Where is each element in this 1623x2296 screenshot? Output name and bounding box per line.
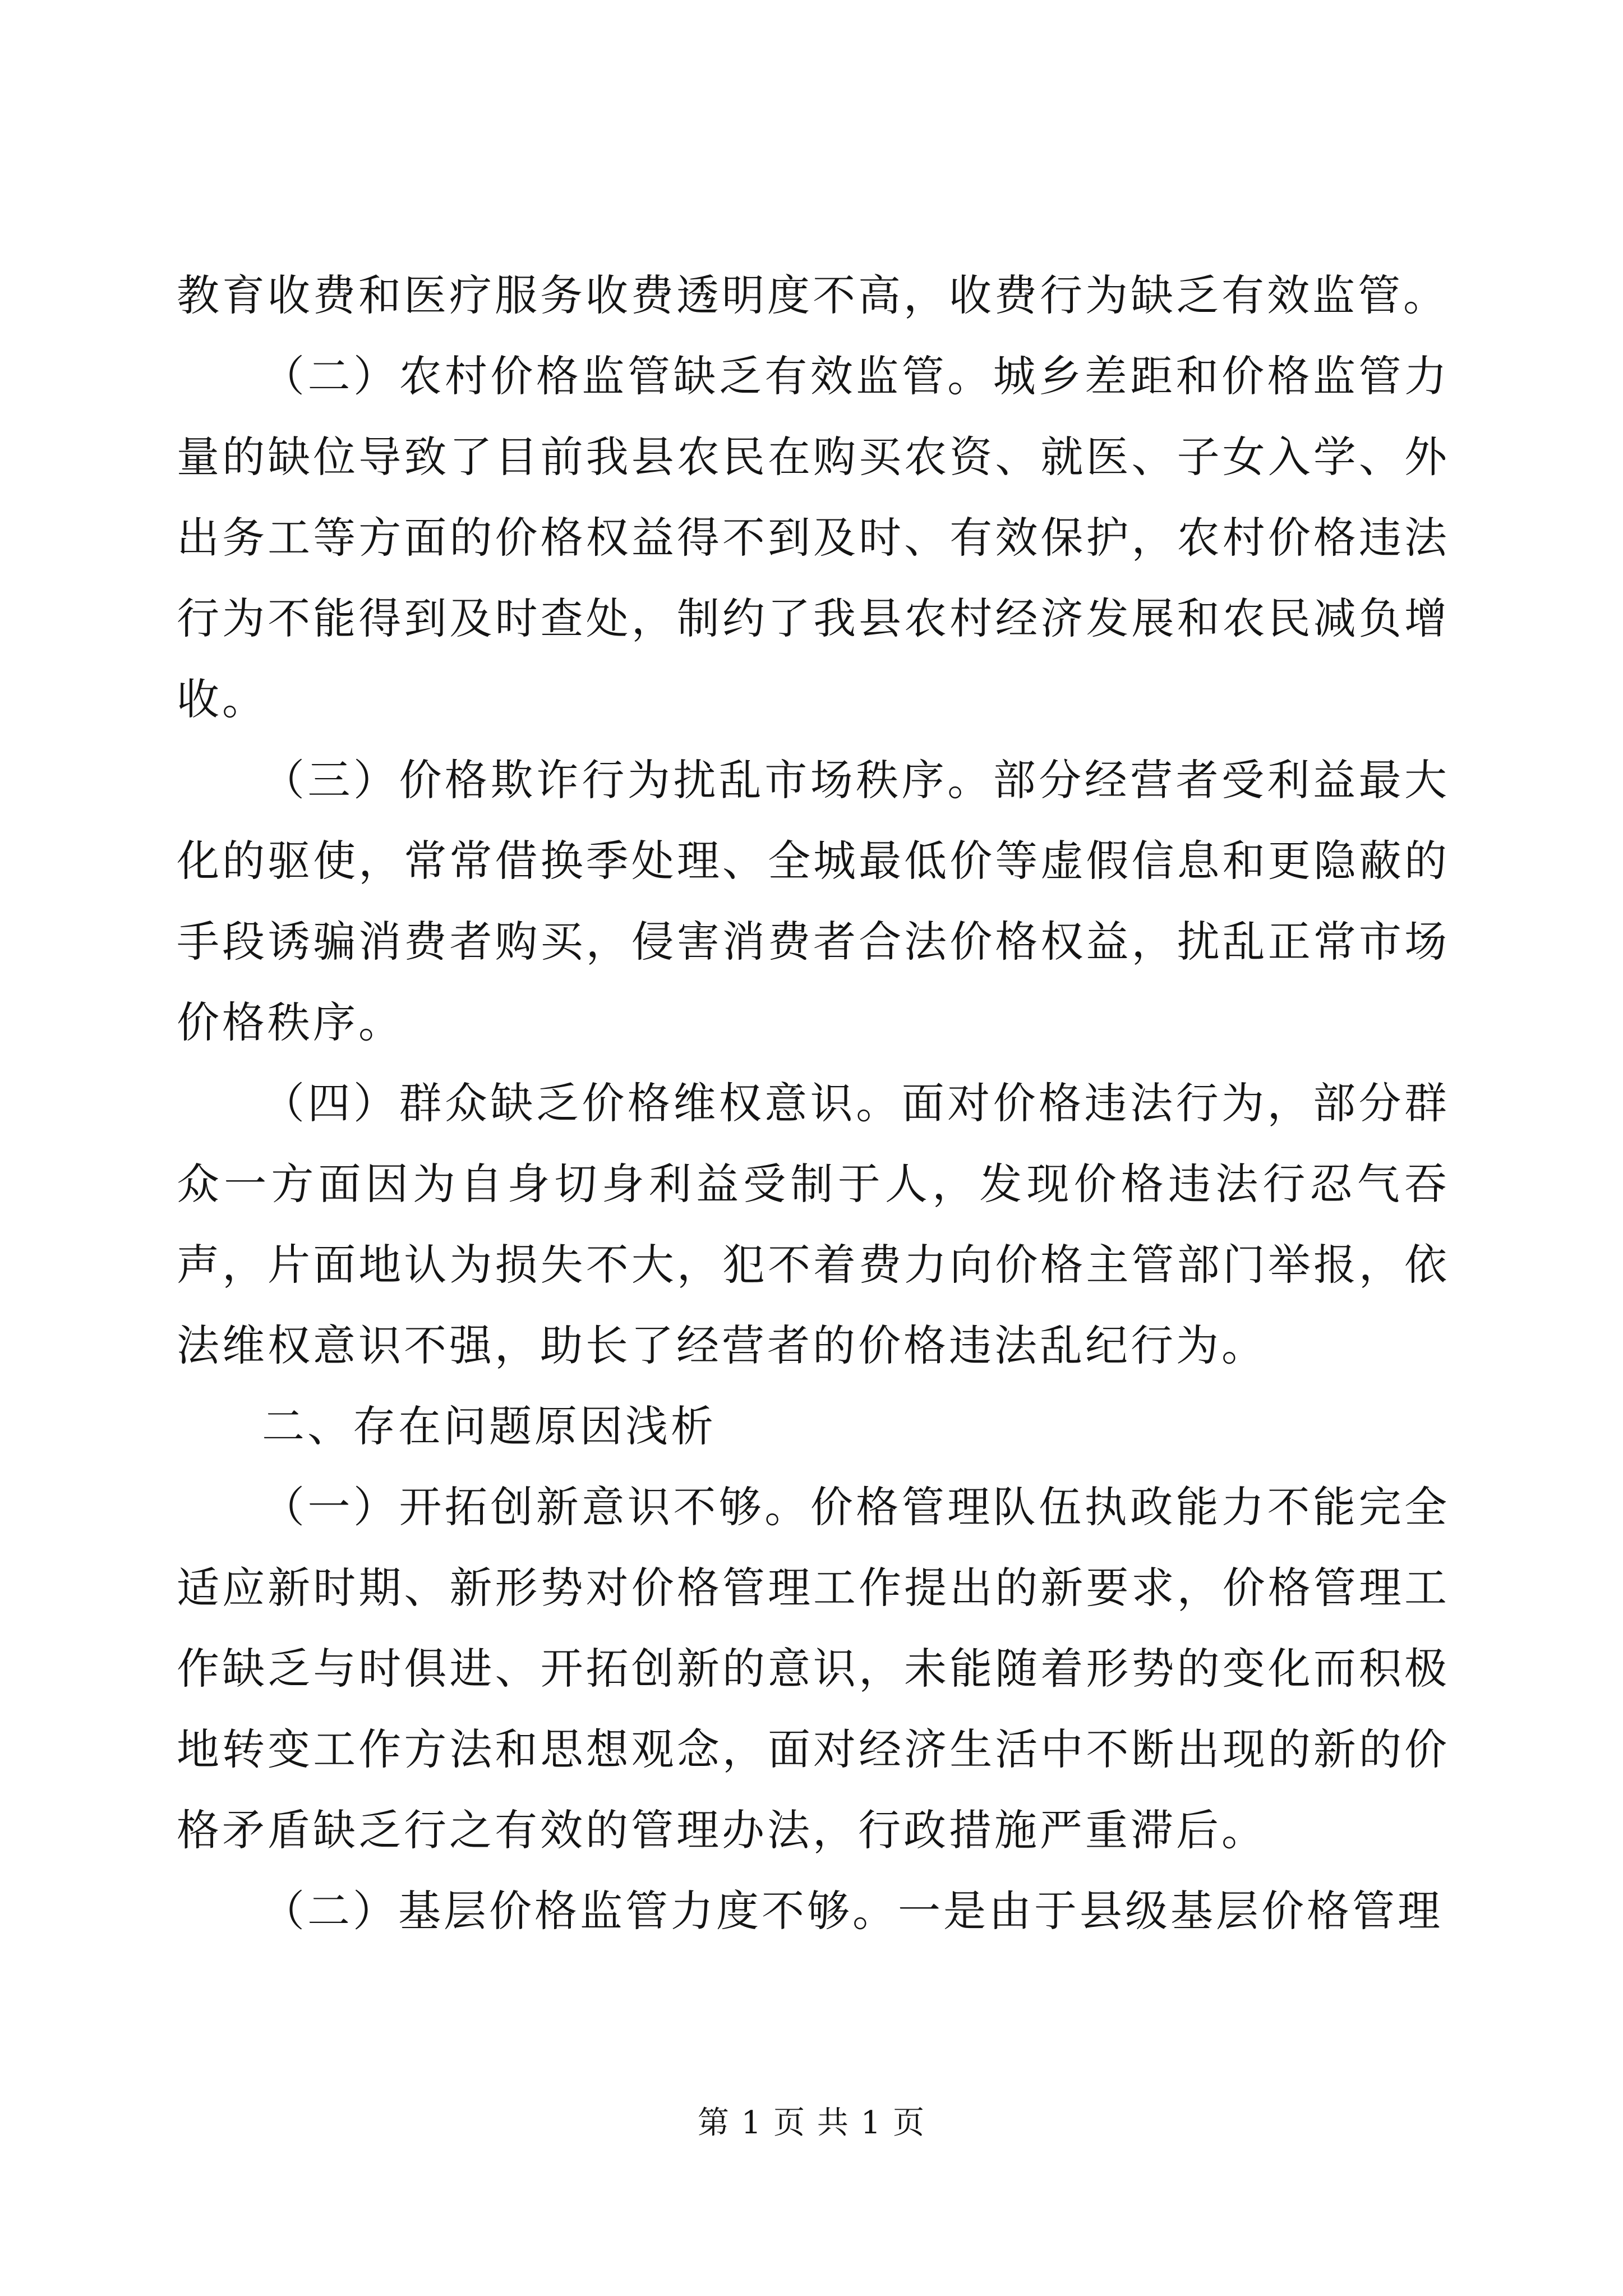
paragraph-2: （二）农村价格监管缺乏有效监管。城乡差距和价格监管力量的缺位导致了目前我县农民在购买农资、就医、子女入学、外出务工等方面的价格权益得不到及时、有效保护，农村价格违法行为不能得到及时查处，制约了我县农村经济发展和农民减负增收。 (177, 351, 1450, 724)
paragraph-5: （一）开拓创新意识不够。价格管理队伍执政能力不能完全适应新时期、新形势对价格管理工作提出的新要求，价格管理工作缺乏与时俱进、开拓创新的意识，未能随着形势的变化而积极地转变工作方法和思想观念，面对经济生活中不断出现的新的价格矛盾缺乏行之有效的管理办法，行政措施严重滞后。 (177, 1482, 1450, 1855)
paragraph-3: （三）价格欺诈行为扰乱市场秩序。部分经营者受利益最大化的驱使，常常借换季处理、全城最低价等虚假信息和更隐蔽的手段诱骗消费者购买，侵害消费者合法价格权益，扰乱正常市场价格秩序。 (177, 755, 1450, 1047)
paragraph-6: （二）基层价格监管力度不够。一是由于县级基层价格管理 (262, 1886, 1443, 1936)
page-footer (0, 2101, 1623, 2146)
paragraph-4: （四）群众缺乏价格维权意识。面对价格违法行为，部分群众一方面因为自身切身利益受制于人，发现价格违法行忍气吞声，片面地认为损失不大，犯不着费力向价格主管部门举报，依法维权意识不强，助长了经营者的价格违法乱纪行为。 (177, 1078, 1450, 1370)
page-number: 第 1 页 共 1 页 (697, 2105, 926, 2141)
section-heading: 二、存在问题原因浅析 (262, 1401, 716, 1451)
paragraph-1: 教育收费和医疗服务收费透明度不高，收费行为缺乏有效监管。 (177, 270, 1449, 320)
document-body (177, 255, 1450, 1952)
